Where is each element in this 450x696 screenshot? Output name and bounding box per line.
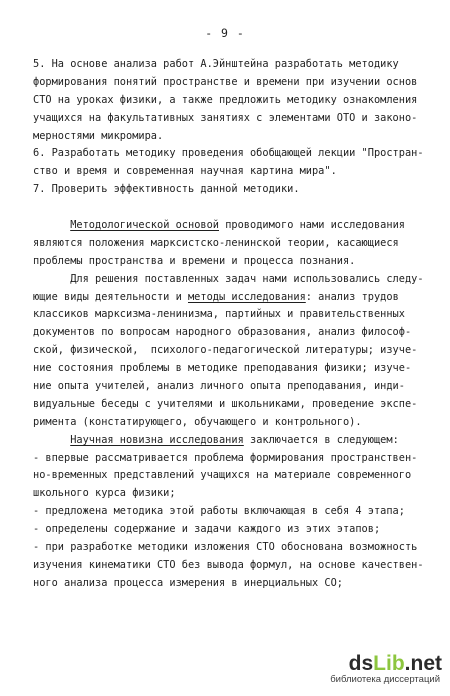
text-segment: ние состояния проблемы в методике преподавания физики; изуче- — [33, 362, 412, 375]
text-segment: видуальные беседы с учителями и школьниками, проведение экспе- — [33, 397, 418, 410]
watermark — [324, 650, 442, 690]
text-segment: классиков марксизма-ленинизма, партийных и правительственных — [33, 308, 405, 321]
text-line — [33, 217, 433, 235]
text-segment: формирования понятий пространстве и времени при изучении основ — [33, 75, 418, 88]
text-segment: заключается в следующем: — [243, 433, 399, 446]
underlined-term: методы исследования — [187, 290, 306, 303]
text-line — [33, 163, 433, 181]
text-segment: школьного курса физики; — [33, 487, 176, 500]
text-segment: 5. На основе анализа работ А.Эйнштейна разработать методику — [33, 58, 399, 70]
page-number: - 9 - — [205, 26, 245, 40]
text-segment: учащихся на факультативных занятиях с элементами ОТО и законо- — [33, 111, 418, 124]
text-segment: ного анализа процесса измерения в инерциальных СО; — [33, 576, 343, 589]
text-segment: - впервые рассматривается проблема формирования пространствен- — [33, 451, 418, 464]
text-line — [33, 324, 433, 342]
text-line — [33, 575, 433, 593]
text-line — [33, 557, 433, 575]
text-line — [33, 271, 433, 289]
text-segment: СТО на уроках физики, а также предложить методику ознакомления — [33, 93, 418, 106]
text-segment: мерностями микромира. — [33, 129, 164, 142]
text-line — [33, 485, 433, 503]
text-line — [33, 92, 433, 110]
text-segment: проводимого нами исследования — [219, 219, 405, 232]
underlined-term: Научная новизна исследования — [70, 433, 244, 446]
text-segment — [33, 434, 70, 446]
text-line — [33, 56, 433, 74]
text-segment: ние опыта учителей, анализ личного опыта преподавания, инди- — [33, 380, 405, 393]
text-segment: документов по вопросам народного образования, анализ философ- — [33, 326, 412, 339]
text-line — [33, 467, 433, 485]
text-segment: ющие виды деятельности и — [33, 290, 188, 303]
text-line — [33, 342, 433, 360]
text-segment: - определены содержание и задачи каждого из этих этапов; — [33, 523, 381, 536]
text-segment — [33, 219, 70, 231]
text-line — [33, 253, 433, 271]
text-line — [33, 360, 433, 378]
text-segment: ство и время и современная научная картина мира". — [33, 165, 337, 178]
underlined-term: Методологической основой — [70, 219, 219, 232]
text-line — [33, 235, 433, 253]
text-line — [33, 128, 433, 146]
text-line — [33, 145, 433, 163]
text-segment: Для решения поставленных задач нами использовались следу- — [33, 272, 424, 285]
text-line — [33, 432, 433, 450]
text-segment: - предложена методика этой работы включающая в себя 4 этапа; — [33, 505, 405, 518]
text-segment: проблемы пространства и времени и процесса познания. — [33, 254, 356, 267]
text-line — [33, 74, 433, 92]
body-text — [33, 56, 433, 593]
text-segment: - при разработке методики изложения СТО обоснована возможность — [33, 541, 418, 554]
text-line — [33, 539, 433, 557]
text-line — [33, 110, 433, 128]
text-line — [33, 199, 433, 217]
text-segment: : анализ трудов — [305, 290, 399, 303]
svg-text:dsLib.net: dsLib.net — [348, 652, 442, 674]
text-line — [33, 289, 433, 307]
text-segment: изучения кинематики СТО без вывода формул, на основе качествен- — [33, 558, 424, 571]
text-line — [33, 306, 433, 324]
text-segment: являются положения марксистско-ленинской теории, касающиеся — [33, 236, 399, 249]
text-line — [33, 503, 433, 521]
text-line — [33, 450, 433, 468]
text-segment: 6. Разработать методику проведения обобщающей лекции "Простран- — [33, 147, 424, 160]
watermark-subtitle: библиотека диссертаций — [330, 674, 440, 685]
text-segment: 7. Проверить эффективность данной методики. — [33, 183, 300, 196]
text-line — [33, 396, 433, 414]
text-segment: ской, физической, психолого-педагогической литературы; изуче- — [33, 344, 418, 357]
text-line — [33, 521, 433, 539]
text-line — [33, 414, 433, 432]
text-line — [33, 181, 433, 199]
text-line — [33, 378, 433, 396]
text-segment: но-временных представлений учащихся на материале современного — [33, 469, 412, 482]
dslib-logo — [324, 650, 442, 674]
text-segment: римента (констатирующего, обучающего и контрольного). — [33, 415, 362, 428]
